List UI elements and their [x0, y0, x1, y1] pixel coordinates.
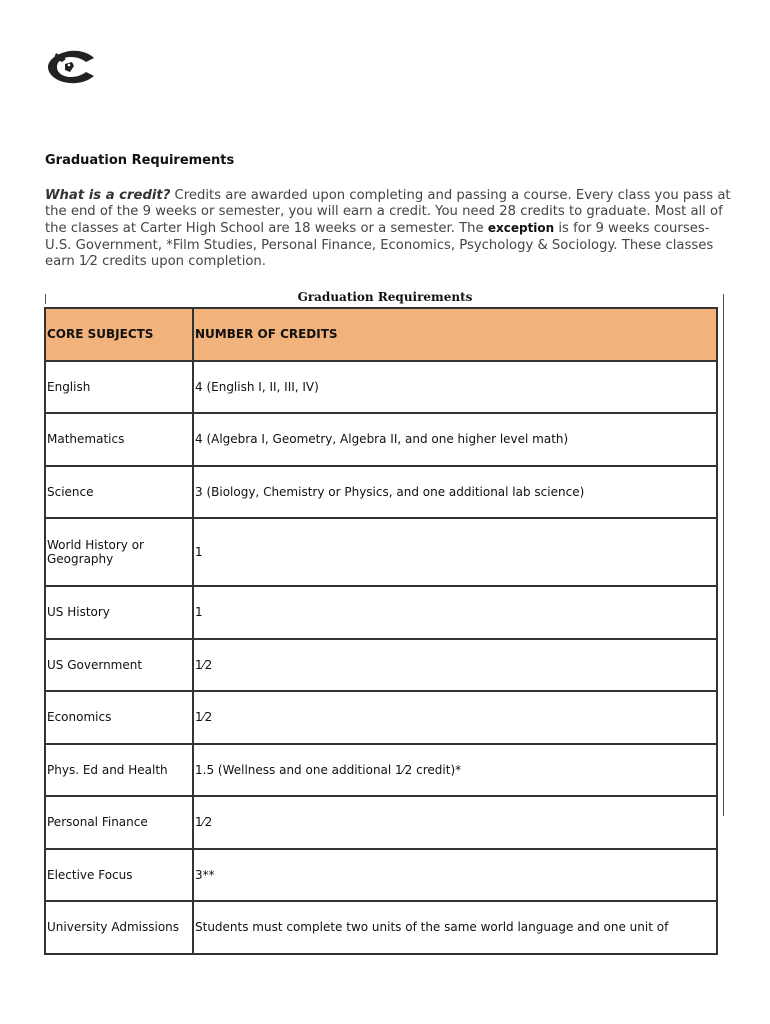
requirements-table: [44, 307, 718, 955]
subject-cell: Elective Focus: [45, 849, 193, 902]
table-row: [45, 796, 717, 849]
intro-exception: exception: [487, 221, 555, 236]
subject-cell: US Government: [45, 639, 193, 692]
intro-text-after: is for 9 weeks courses- U.S. Government, *Film Studies, Personal Finance, Economics, Psychology & Sociology. These classes earn 1⁄2 credits upon completion.: [45, 221, 714, 269]
credits-cell: Students must complete two units of the same world language and one unit of: [193, 901, 717, 954]
intro-lead: What is a credit?: [45, 188, 171, 203]
table-row: [45, 586, 717, 639]
credits-cell: 1.5 (Wellness and one additional 1⁄2 credit)*: [193, 744, 717, 797]
table-row: [45, 639, 717, 692]
intro-paragraph: [45, 188, 735, 270]
subject-cell: Personal Finance: [45, 796, 193, 849]
subject-cell: World History or Geography: [45, 518, 193, 586]
subject-cell: Phys. Ed and Health: [45, 744, 193, 797]
table-row: [45, 466, 717, 519]
subject-cell: US History: [45, 586, 193, 639]
credits-cell: 1: [193, 586, 717, 639]
credits-cell: 3**: [193, 849, 717, 902]
table-row: [45, 744, 717, 797]
credits-cell: 1⁄2: [193, 796, 717, 849]
carter-c-logo-icon: [46, 50, 96, 84]
page-title: Graduation Requirements: [45, 153, 235, 168]
subject-cell: University Admissions: [45, 901, 193, 954]
intro-text-before: Credits are awarded upon completing and passing a course. Every class you pass at the end of the 9 weeks or semester, you will earn a credit. You need 28 credits to graduate. Most all of the classes at Carter High School are 18 weeks or a semester. The: [45, 188, 731, 237]
credits-cell: 1: [193, 518, 717, 586]
credits-cell: 1⁄2: [193, 639, 717, 692]
credits-cell: 4 (Algebra I, Geometry, Algebra II, and one higher level math): [193, 413, 717, 466]
credits-cell: 4 (English I, II, III, IV): [193, 361, 717, 414]
subject-cell: English: [45, 361, 193, 414]
table-title: Graduation Requirements: [297, 290, 473, 304]
subject-cell: Economics: [45, 691, 193, 744]
header-core-subjects: CORE SUBJECTS: [45, 308, 193, 361]
table-row: [45, 849, 717, 902]
frame-line-right: [723, 294, 724, 816]
table-row: [45, 901, 717, 954]
credits-cell: 1⁄2: [193, 691, 717, 744]
table-row: [45, 518, 717, 586]
subject-cell: Science: [45, 466, 193, 519]
table-row: [45, 413, 717, 466]
table-row: [45, 361, 717, 414]
subject-cell: Mathematics: [45, 413, 193, 466]
header-number-of-credits: NUMBER OF CREDITS: [193, 308, 717, 361]
table-row: [45, 691, 717, 744]
credits-cell: 3 (Biology, Chemistry or Physics, and one additional lab science): [193, 466, 717, 519]
table-header-row: [45, 308, 717, 361]
